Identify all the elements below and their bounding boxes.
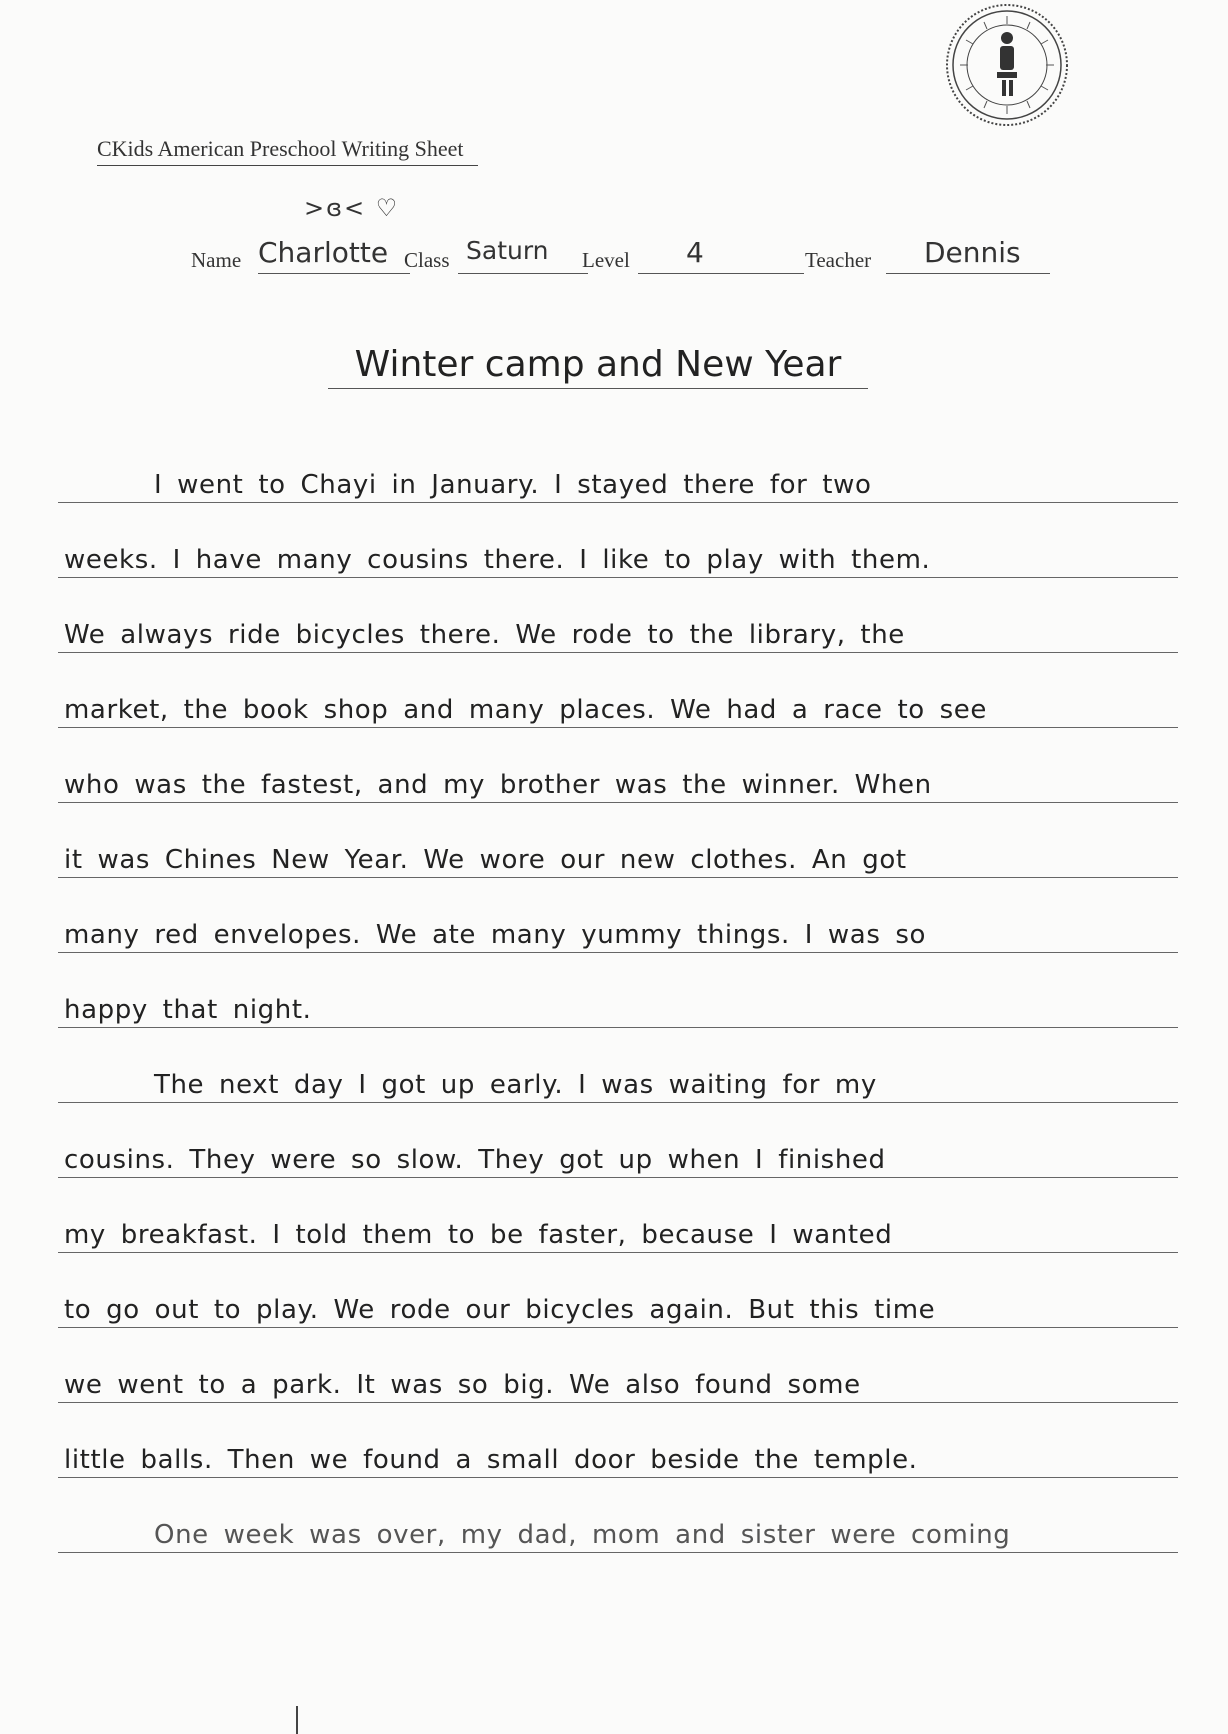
essay-line: market, the book shop and many places. We had a race to see bbox=[58, 697, 1178, 728]
sheet-heading: CKids American Preschool Writing Sheet bbox=[97, 136, 478, 166]
name-doodle: >ɞ< ♡ bbox=[304, 194, 400, 222]
essay-line: we went to a park. It was so big. We also found some bbox=[58, 1372, 1178, 1403]
essay-title: Winter camp and New Year bbox=[328, 342, 868, 389]
class-label: Class bbox=[404, 248, 450, 272]
essay-line: it was Chines New Year. We wore our new clothes. An got bbox=[58, 847, 1178, 878]
essay-line: my breakfast. I told them to be faster, because I wanted bbox=[58, 1222, 1178, 1253]
essay-line: to go out to play. We rode our bicycles again. But this time bbox=[58, 1297, 1178, 1328]
essay-line: little balls. Then we found a small door beside the temple. bbox=[58, 1447, 1178, 1478]
essay-line: weeks. I have many cousins there. I like to play with them. bbox=[58, 547, 1178, 578]
level-field: 4 bbox=[638, 236, 804, 274]
essay-line: We always ride bicycles there. We rode to the library, the bbox=[58, 622, 1178, 653]
school-seal-stamp bbox=[944, 2, 1070, 128]
class-field: Saturn bbox=[458, 236, 588, 274]
level-label: Level bbox=[582, 248, 630, 272]
essay-line: many red envelopes. We ate many yummy things. I was so bbox=[58, 922, 1178, 953]
name-label: Name bbox=[191, 248, 242, 272]
teacher-field: Dennis bbox=[886, 236, 1050, 274]
essay-line: I went to Chayi in January. I stayed there for two bbox=[58, 472, 1178, 503]
name-field: Charlotte bbox=[258, 236, 410, 274]
essay-line: The next day I got up early. I was waiting for my bbox=[58, 1072, 1178, 1103]
essay-line: happy that night. bbox=[58, 997, 1178, 1028]
student-info-row bbox=[0, 236, 1228, 276]
essay-line: who was the fastest, and my brother was the winner. When bbox=[58, 772, 1178, 803]
pencil-mark bbox=[296, 1706, 298, 1734]
essay-line: cousins. They were so slow. They got up when I finished bbox=[58, 1147, 1178, 1178]
essay-line: One week was over, my dad, mom and sister were coming bbox=[58, 1522, 1178, 1553]
teacher-label: Teacher bbox=[805, 248, 872, 272]
